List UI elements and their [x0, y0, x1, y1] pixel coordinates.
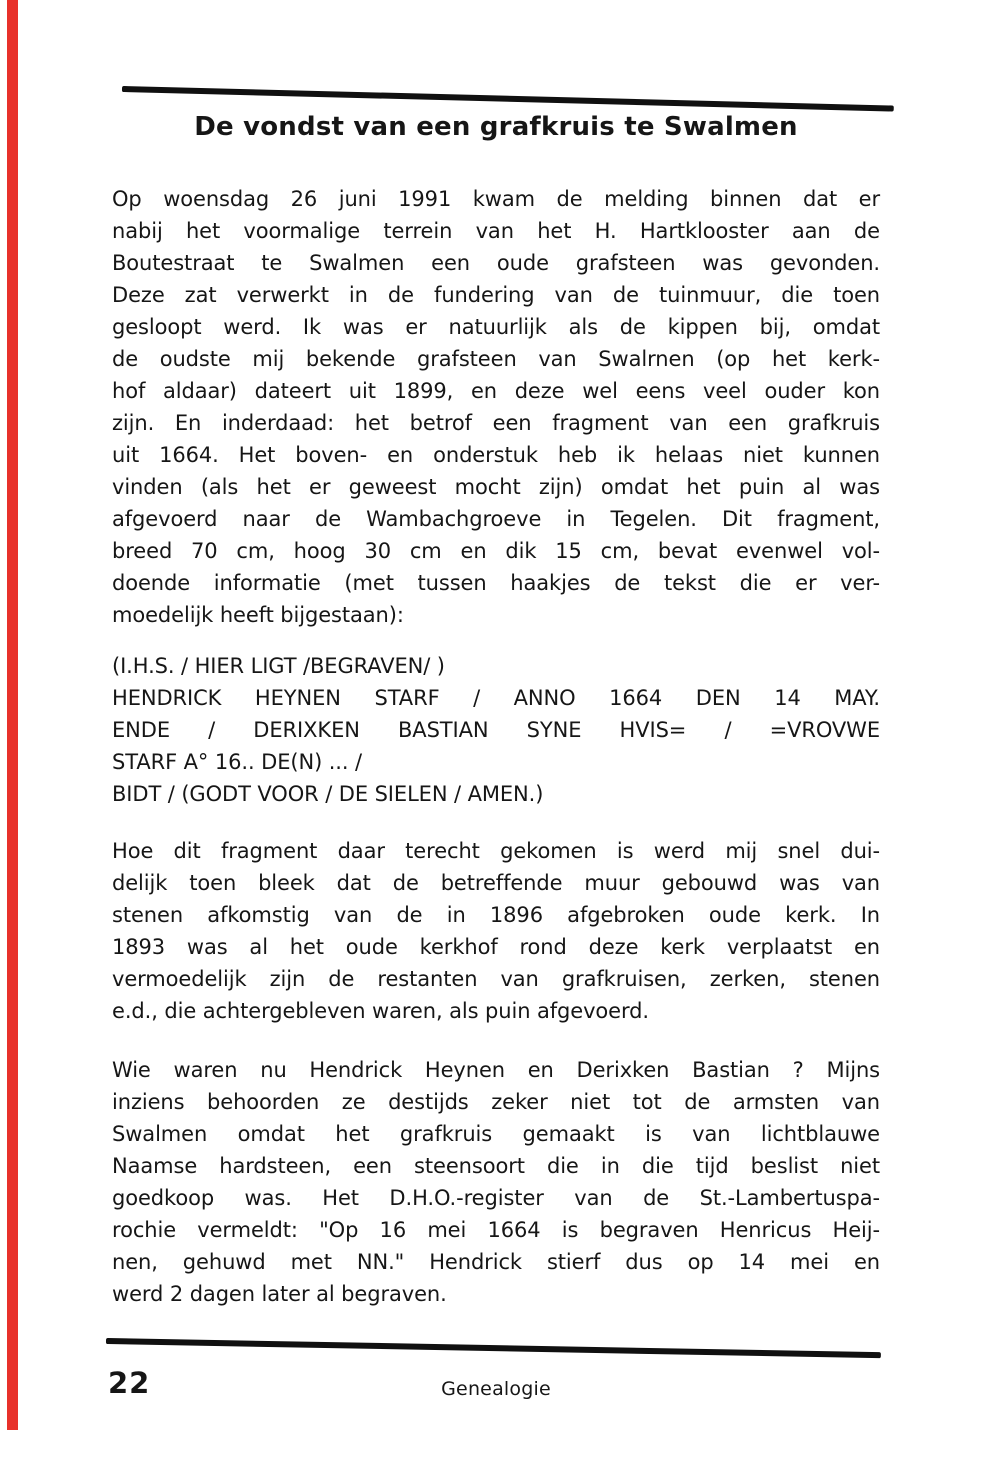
text-line: breed 70 cm, hoog 30 cm en dik 15 cm, bevat evenwel vol-: [112, 539, 880, 563]
text-line: vinden (als het er geweest mocht zijn) omdat het puin al was: [112, 475, 880, 499]
scan-edge-stripe: [7, 0, 18, 1430]
paragraph-identity: [112, 1054, 880, 1310]
text-line: gesloopt werd. Ik was er natuurlijk als de kippen bij, omdat: [112, 315, 880, 339]
text-line: nen, gehuwd met NN." Hendrick stierf dus op 14 mei en: [112, 1250, 880, 1274]
text-line: zijn. En inderdaad: het betrof een fragment van een grafkruis: [112, 411, 880, 435]
text-line: doende informatie (met tussen haakjes de tekst die er ver-: [112, 571, 880, 595]
top-rule: [122, 86, 894, 112]
paragraph-intro: [112, 183, 880, 631]
text-line: Wie waren nu Hendrick Heynen en Derixken Bastian ? Mijns: [112, 1058, 880, 1082]
text-line: hof aldaar) dateert uit 1899, en deze wel eens veel ouder kon: [112, 379, 880, 403]
text-line: ENDE / DERIXKEN BASTIAN SYNE HVIS= / =VROVWE: [112, 718, 880, 742]
text-line: moedelijk heeft bijgestaan):: [112, 603, 404, 627]
text-line: werd 2 dagen later al begraven.: [112, 1282, 447, 1306]
text-line: 1893 was al het oude kerkhof rond deze kerk verplaatst en: [112, 935, 880, 959]
text-line: nabij het voormalige terrein van het H. Hartklooster aan de: [112, 219, 880, 243]
text-line: inziens behoorden ze destijds zeker niet tot de armsten van: [112, 1090, 880, 1114]
text-line: Op woensdag 26 juni 1991 kwam de melding binnen dat er: [112, 187, 880, 211]
bottom-rule: [106, 1338, 881, 1358]
text-line: BIDT / (GODT VOOR / DE SIELEN / AMEN.): [112, 782, 544, 806]
text-line: de oudste mij bekende grafsteen van Swalrnen (op het kerk-: [112, 347, 880, 371]
text-line: STARF A° 16.. DE(N) ... /: [112, 750, 363, 774]
text-line: stenen afkomstig van de in 1896 afgebroken oude kerk. In: [112, 903, 880, 927]
text-line: vermoedelijk zijn de restanten van grafkruisen, zerken, stenen: [112, 967, 880, 991]
text-line: uit 1664. Het boven- en onderstuk heb ik helaas niet kunnen: [112, 443, 880, 467]
text-line: afgevoerd naar de Wambachgroeve in Tegelen. Dit fragment,: [112, 507, 880, 531]
text-line: rochie vermeldt: "Op 16 mei 1664 is begraven Henricus Heij-: [112, 1218, 880, 1242]
text-line: HENDRICK HEYNEN STARF / ANNO 1664 DEN 14 MAY.: [112, 686, 880, 710]
text-line: Deze zat verwerkt in de fundering van de tuinmuur, die toen: [112, 283, 880, 307]
text-line: delijk toen bleek dat de betreffende muur gebouwd was van: [112, 871, 880, 895]
article-title: De vondst van een grafkruis te Swalmen: [194, 112, 798, 142]
paragraph-origin: [112, 835, 880, 1027]
text-line: Naamse hardsteen, een steensoort die in die tijd beslist niet: [112, 1154, 880, 1178]
page-number: 22: [108, 1366, 151, 1400]
journal-name: Genealogie: [441, 1378, 551, 1400]
text-line: Hoe dit fragment daar terecht gekomen is werd mij snel dui-: [112, 839, 880, 863]
text-line: (I.H.S. / HIER LIGT /BEGRAVEN/ ): [112, 654, 445, 678]
text-line: Boutestraat te Swalmen een oude grafsteen was gevonden.: [112, 251, 880, 275]
gravestone-inscription-block: [112, 650, 880, 810]
text-line: Swalmen omdat het grafkruis gemaakt is van lichtblauwe: [112, 1122, 880, 1146]
text-line: goedkoop was. Het D.H.O.-register van de St.-Lambertuspa-: [112, 1186, 880, 1210]
text-line: e.d., die achtergebleven waren, als puin afgevoerd.: [112, 999, 649, 1023]
